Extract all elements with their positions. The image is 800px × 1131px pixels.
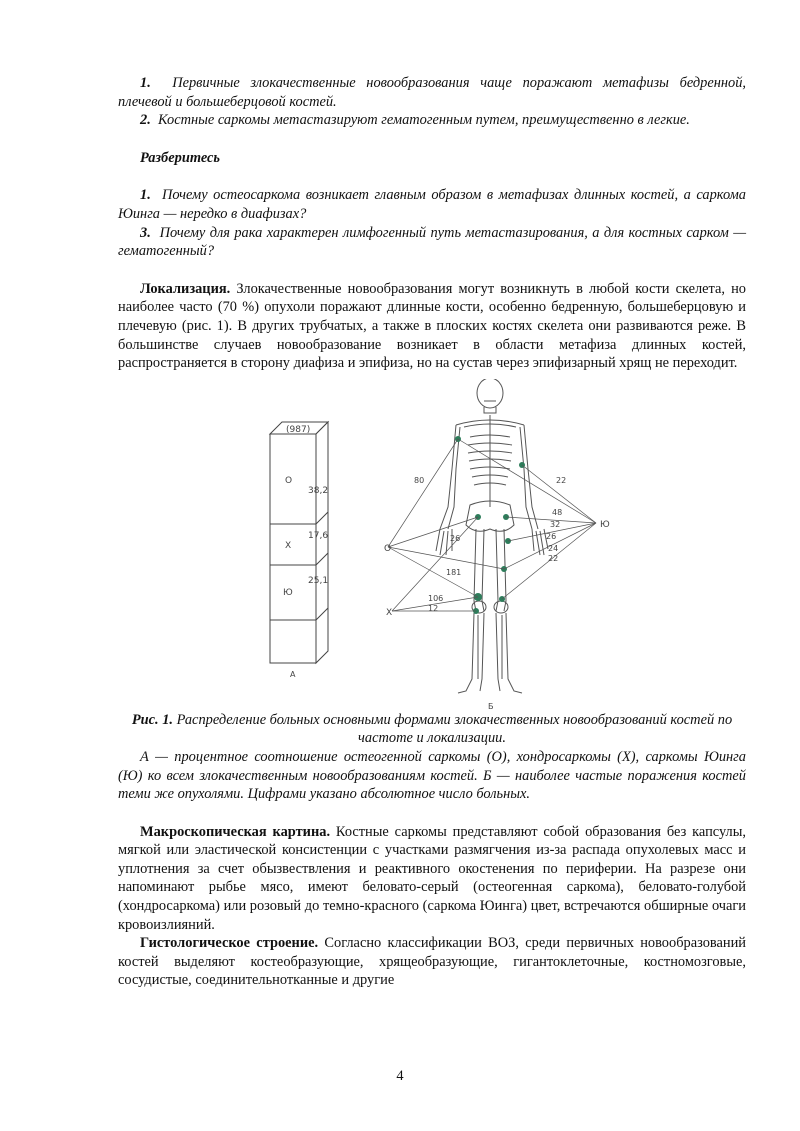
- figure-caption-title: Рис. 1. Распределение больных основными формами злокачественных новообразований костей по частоте и локализации.: [131, 711, 733, 747]
- count-label: 32: [550, 519, 561, 529]
- figure-caption-label: Рис. 1.: [131, 711, 174, 728]
- localization-heading: Локализация.: [140, 280, 231, 297]
- left-label-o: О: [384, 543, 392, 554]
- macro-paragraph: Макроскопическая картина. Костные саркомы представляют собой образования без капсулы, мягкой или эластической консистенции с участками размягчения из-за распада опухолевых масс и уплотнения за счет обызвествления и реактивного окостенения по периферии. На разрезе они напоминают рыбье мясо, имеют беловато-серый (остеогенная саркома), беловато-голубой (хондросаркома) или розовый до темно-красного (саркома Юинга) цвет, встречаются обширные очаги кровоизлияний.: [118, 823, 746, 933]
- page-content: [118, 74, 746, 990]
- left-label-x: Х: [386, 607, 393, 618]
- question-1: 1. Почему остеосаркома возникает главным образом в метафизах длинных костей, а саркома Юинга — нередко в диафизах?: [118, 187, 746, 222]
- panel-a-label: А: [290, 669, 296, 679]
- count-label: 22: [548, 553, 559, 563]
- localization-paragraph: Локализация. Злокачественные новообразования могут возникнуть в любой кости скелета, но наиболее часто (70 %) опухоли поражают длинные кости, особенно бедренную, большеберцовую и плечевую (рис. 1). В других трубчатых, а также в плоских костях скелета они развиваются реже. В большинстве случаев новообразование возникает в области метафиза длинных костей, распространяется в сторону диафиза и эпифиза, но на сустав через эпифизарный хрящ не переходит.: [118, 280, 746, 372]
- bar-top-label: (987): [286, 424, 311, 435]
- segment-o-value: 38,2: [308, 485, 329, 496]
- panel-b-label: Б: [488, 701, 494, 711]
- figure-drawing: [118, 379, 746, 711]
- segment-x-value: 17,6: [308, 530, 329, 541]
- count-label: 26: [450, 533, 461, 543]
- figure-out-heading: Разберитесь: [140, 149, 220, 166]
- histo-heading: Гистологическое строение.: [140, 935, 319, 952]
- segment-yu-value: 25,1: [308, 575, 329, 586]
- count-label: 22: [556, 475, 567, 485]
- count-label: 24: [548, 543, 559, 553]
- page-number: 4: [396, 1068, 404, 1084]
- histo-paragraph: Гистологическое строение. Согласно классификации ВОЗ, среди первичных новообразований костей выделяют костеобразующие, хрящеобразующие, гигантоклеточные, костномозговые, сосудистые, соединительнотканные и другие: [118, 935, 746, 989]
- figure-caption-legend: А — процентное соотношение остеогенной саркомы (О), хондросаркомы (Х), саркомы Юинга (Ю) ко всем злокачественным новообразованиям костей. Б — наиболее частые поражения костей теми же опухолями. Цифрами указано абсолютное число больных.: [118, 748, 746, 803]
- macro-heading: Макроскопическая картина.: [140, 823, 331, 840]
- count-label: 181: [446, 567, 462, 577]
- count-label: 26: [546, 531, 557, 541]
- count-label: 48: [552, 507, 563, 517]
- figure-1: [118, 379, 746, 711]
- count-label: 80: [414, 475, 425, 485]
- connector-lines: [388, 439, 596, 611]
- question-3: 3. Почему для рака характерен лимфогенный путь метастазирования, а для костных сарком — гематогенный?: [118, 224, 746, 260]
- fact-2: 2. Костные саркомы метастазируют гематогенным путем, преимущественно в легкие.: [140, 112, 690, 129]
- fact-1: 1. Первичные злокачественные новообразования чаще поражают метафизы бедренной, плечевой и большеберцовой костей.: [118, 75, 746, 110]
- segment-yu-letter: Ю: [283, 587, 293, 598]
- stacked-column: [270, 422, 328, 663]
- segment-o-letter: О: [285, 475, 293, 486]
- count-label: 106: [428, 593, 444, 603]
- segment-x-letter: Х: [285, 540, 292, 551]
- count-label: 12: [428, 603, 439, 613]
- right-label-yu: Ю: [600, 519, 610, 530]
